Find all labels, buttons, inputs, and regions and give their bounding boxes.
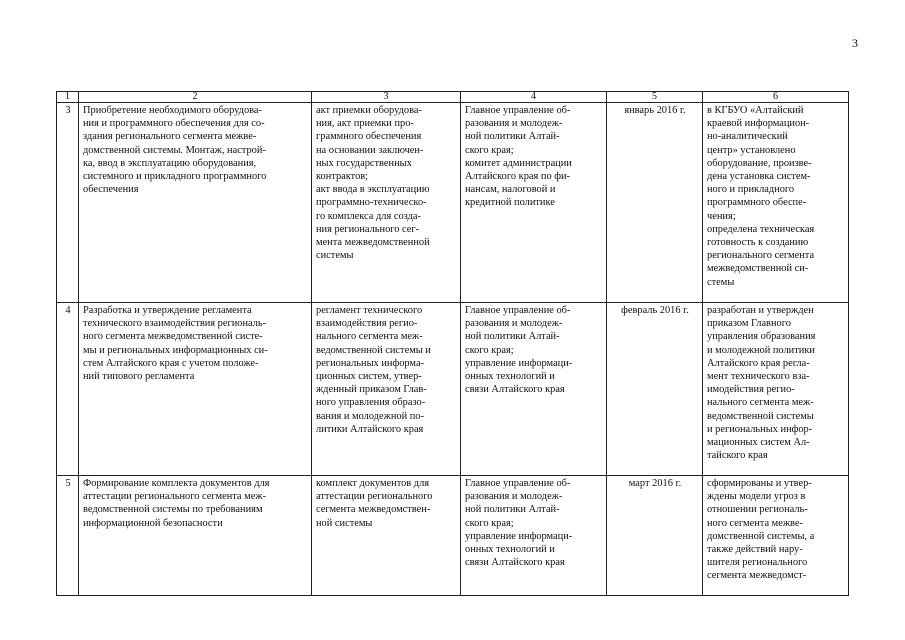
cell-line: ского края; <box>465 344 514 356</box>
document-cell <box>312 103 461 303</box>
cell-line: но-аналитический <box>707 131 788 143</box>
cell-line: тайского края <box>707 450 768 462</box>
cell-line: готовность к созданию <box>707 237 809 249</box>
cell-line: ного управления образо- <box>316 397 426 409</box>
cell-line: управление информаци- <box>465 357 573 369</box>
cell-line: сформированы и утвер- <box>707 478 812 489</box>
cell-line: ка, ввод в эксплуатацию оборудования, <box>83 157 257 169</box>
cell-line: сегмента межведомст- <box>707 570 807 582</box>
cell-line: ний типового регламента <box>83 371 195 383</box>
cell-line: стем Алтайского края с учетом положе- <box>83 357 259 369</box>
cell-line: го комплекса для созда- <box>316 210 421 222</box>
cell-line: в КГБУО «Алтайский <box>707 105 804 116</box>
cell-line: Разработка и утверждение регламента <box>83 305 252 316</box>
cell-line: программного обеспе- <box>707 197 807 209</box>
header-cell: 4 <box>461 92 607 103</box>
row-number: 5 <box>57 476 79 596</box>
cell-line: ного сегмента межведомственной систе- <box>83 331 263 343</box>
cell-line: отношении региональ- <box>707 504 808 516</box>
cell-line: и региональных инфор- <box>707 423 813 435</box>
header-cell: 6 <box>703 92 849 103</box>
cell-line: ной политики Алтай- <box>465 131 560 143</box>
cell-line: дена установка систем- <box>707 171 811 183</box>
cell-line: здания регионального сегмента межве- <box>83 131 257 143</box>
result-cell <box>703 476 849 596</box>
table-row <box>57 103 849 303</box>
cell-line: связи Алтайского края <box>465 557 565 569</box>
table-row <box>57 303 849 476</box>
cell-line: ждены модели угроз в <box>707 491 806 503</box>
cell-line: домственной системы, а <box>707 530 815 542</box>
cell-line: регионального сегмента <box>707 250 815 262</box>
cell-line: взаимодействия регио- <box>316 318 418 330</box>
header-cell: 2 <box>79 92 312 103</box>
date-cell: январь 2016 г. <box>607 103 703 303</box>
cell-line: обеспечения <box>83 184 139 196</box>
cell-line: ведомственной системы <box>707 410 814 422</box>
plan-table <box>56 91 849 596</box>
cell-line: Главное управление об- <box>465 478 571 489</box>
header-cell: 5 <box>607 92 703 103</box>
cell-line: ной политики Алтай- <box>465 331 560 343</box>
cell-line: информационной безопасности <box>83 517 223 529</box>
cell-line: системы <box>316 250 354 262</box>
cell-line: онных технологий и <box>465 544 555 556</box>
cell-line: литики Алтайского края <box>316 423 424 435</box>
task-cell <box>79 103 312 303</box>
row-number: 3 <box>57 103 79 303</box>
cell-line: технического взаимодействия региональ- <box>83 318 267 330</box>
cell-line: ского края; <box>465 144 514 156</box>
responsible-cell <box>461 476 607 596</box>
cell-line: Алтайского края регла- <box>707 357 810 369</box>
cell-line: краевой информацион- <box>707 118 810 130</box>
cell-line: ного сегмента межве- <box>707 517 803 529</box>
cell-line: ния и программного обеспечения для со- <box>83 118 265 130</box>
document-cell <box>312 303 461 476</box>
cell-line: мент технического вза- <box>707 371 810 383</box>
cell-line: межведомственной си- <box>707 263 809 275</box>
date-cell: март 2016 г. <box>607 476 703 596</box>
cell-line: Приобретение необходимого оборудова- <box>83 105 262 116</box>
cell-line: аттестации регионального <box>316 491 433 503</box>
cell-line: контрактов; <box>316 171 369 183</box>
cell-line: ведомственной системы по требованиям <box>83 504 263 516</box>
cell-line: имодействия регио- <box>707 384 795 396</box>
cell-line: аттестации регионального сегмента меж- <box>83 491 266 503</box>
cell-line: нансам, налоговой и <box>465 184 556 196</box>
cell-line: ния, акт приемки про- <box>316 118 414 130</box>
cell-line: жденный приказом Глав- <box>316 384 427 396</box>
cell-line: связи Алтайского края <box>465 384 565 396</box>
cell-line: на основании заключен- <box>316 144 424 156</box>
responsible-cell <box>461 103 607 303</box>
cell-line: Формирование комплекта документов для <box>83 478 270 489</box>
document-cell <box>312 476 461 596</box>
cell-line: ной политики Алтай- <box>465 504 560 516</box>
cell-line: ционных систем, утвер- <box>316 371 422 383</box>
result-cell <box>703 103 849 303</box>
cell-line: акт приемки оборудова- <box>316 105 422 116</box>
cell-line: ной системы <box>316 517 373 529</box>
cell-line: ния регионального сег- <box>316 223 420 235</box>
page-number: 3 <box>852 36 858 50</box>
cell-line: оборудование, произве- <box>707 157 812 169</box>
cell-line: вания и молодежной по- <box>316 410 424 422</box>
cell-line: программно-техническо- <box>316 197 427 209</box>
date-cell: февраль 2016 г. <box>607 303 703 476</box>
result-cell <box>703 303 849 476</box>
task-cell <box>79 303 312 476</box>
cell-line: управление информаци- <box>465 530 573 542</box>
cell-line: разработан и утвержден <box>707 305 814 316</box>
header-cell: 1 <box>57 92 79 103</box>
cell-line: граммного обеспечения <box>316 131 422 143</box>
row-number: 4 <box>57 303 79 476</box>
responsible-cell <box>461 303 607 476</box>
cell-line: системного и прикладного программного <box>83 171 267 183</box>
header-row <box>57 92 849 103</box>
cell-line: нального сегмента меж- <box>316 331 423 343</box>
cell-line: акт ввода в эксплуатацию <box>316 184 430 196</box>
cell-line: шителя регионального <box>707 557 808 569</box>
cell-line: также действий нару- <box>707 544 803 556</box>
cell-line: ведомственной системы и <box>316 344 431 356</box>
cell-line: центр» установлено <box>707 144 796 156</box>
cell-line: регламент технического <box>316 305 423 316</box>
cell-line: ного и прикладного <box>707 184 795 196</box>
cell-line: стемы <box>707 276 735 288</box>
cell-line: и молодежной политики <box>707 344 815 356</box>
cell-line: ского края; <box>465 517 514 529</box>
cell-line: онных технологий и <box>465 371 555 383</box>
cell-line: ных государственных <box>316 157 412 169</box>
cell-line: Главное управление об- <box>465 105 571 116</box>
cell-line: определена техническая <box>707 223 815 235</box>
cell-line: разования и молодеж- <box>465 318 563 330</box>
cell-line: комитет администрации <box>465 157 572 169</box>
cell-line: кредитной политике <box>465 197 555 209</box>
cell-line: домственной системы. Монтаж, настрой- <box>83 144 266 156</box>
cell-line: приказом Главного <box>707 318 791 330</box>
task-cell <box>79 476 312 596</box>
cell-line: сегмента межведомствен- <box>316 504 431 516</box>
cell-line: мы и региональных информационных си- <box>83 344 268 356</box>
cell-line: разования и молодеж- <box>465 118 563 130</box>
cell-line: мационных систем Ал- <box>707 437 810 449</box>
table-row <box>57 476 849 596</box>
cell-line: комплект документов для <box>316 478 430 489</box>
cell-line: мента межведомственной <box>316 237 430 249</box>
cell-line: Главное управление об- <box>465 305 571 316</box>
cell-line: региональных информа- <box>316 357 425 369</box>
cell-line: разования и молодеж- <box>465 491 563 503</box>
cell-line: управления образования <box>707 331 816 343</box>
cell-line: чения; <box>707 210 736 222</box>
cell-line: нального сегмента меж- <box>707 397 814 409</box>
header-cell: 3 <box>312 92 461 103</box>
cell-line: Алтайского края по фи- <box>465 171 570 183</box>
